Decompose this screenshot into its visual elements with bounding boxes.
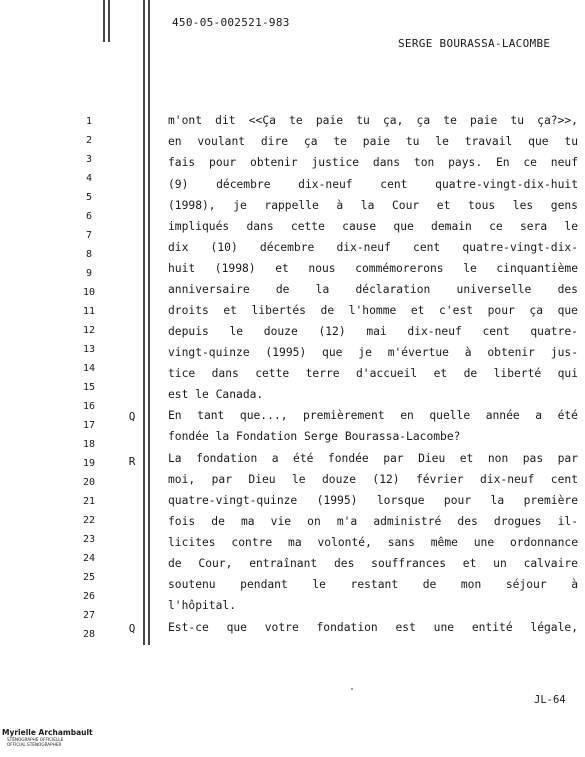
left-margin-line-2 (148, 0, 150, 645)
line-number: 11 (82, 306, 96, 317)
answer-line: soutenu pendant le restant de mon séjour à (168, 578, 578, 591)
transcript-line: est le Canada. (168, 388, 264, 401)
line-number: 16 (82, 401, 96, 412)
line-number: 5 (85, 192, 93, 203)
line-number: 25 (82, 572, 96, 583)
witness-name: SERGE BOURASSA-LACOMBE (398, 37, 551, 50)
answer-line: licites contre ma volonté, sans même une ordonnance (168, 536, 578, 549)
line-number: 21 (82, 496, 96, 507)
question-line: En tant que..., premièrement en quelle année a été (168, 409, 578, 422)
stenographer-stamp (2, 728, 92, 747)
line-number: 23 (82, 534, 96, 545)
stenographer-title-fr: STÉNOGRAPHE OFFICIELLE (7, 737, 64, 742)
line-number: 8 (85, 249, 93, 260)
line-number: 12 (82, 325, 96, 336)
line-number: 4 (85, 173, 93, 184)
line-number: 10 (82, 287, 96, 298)
line-number: 13 (82, 344, 96, 355)
line-number: 18 (82, 439, 96, 450)
left-margin-line-1 (143, 0, 145, 645)
case-number: 450-05-002521-983 (172, 16, 290, 29)
transcript-line: depuis le douze (12) mai dix-neuf cent quatre- (168, 325, 578, 338)
transcript-line: (1998), je rappelle à la Cour et tous les gens (168, 199, 578, 212)
transcript-line: impliqués dans cette cause que demain ce sera le (168, 220, 578, 233)
line-number: 1 (85, 116, 93, 127)
transcript-line: fais pour obtenir justice dans ton pays. En ce neuf (168, 156, 578, 169)
transcript-line: vingt-quinze (1995) que je m'évertue à obtenir jus- (168, 346, 578, 359)
line-number: 24 (82, 553, 96, 564)
answer-line: l'hôpital. (168, 599, 237, 612)
question-line: Est-ce que votre fondation est une entité légale, (168, 621, 578, 634)
transcript-line: anniversaire de la déclaration universelle des (168, 283, 578, 296)
line-number: 9 (85, 268, 93, 279)
line-number: 22 (82, 515, 96, 526)
line-number: 27 (82, 610, 96, 621)
scan-speck (351, 688, 353, 690)
question-marker: Q (128, 410, 136, 423)
answer-marker: R (128, 455, 136, 468)
transcript-line: dix (10) décembre dix-neuf cent quatre-vingt-dix- (168, 241, 578, 254)
line-number: 26 (82, 591, 96, 602)
line-number: 19 (82, 458, 96, 469)
answer-line: de Cour, entraînant des souffrances et un calvaire (168, 557, 578, 570)
transcript-line: (9) décembre dix-neuf cent quatre-vingt-dix-huit (168, 178, 578, 191)
question-line: fondée la Fondation Serge Bourassa-Lacombe? (168, 430, 461, 443)
transcript-line: tice dans cette terre d'accueil et de liberté qui (168, 367, 578, 380)
line-number: 20 (82, 477, 96, 488)
line-number: 7 (85, 230, 93, 241)
transcript-line: huit (1998) et nous commémorerons le cinquantième (168, 262, 578, 275)
page-reference: JL-64 (534, 694, 566, 706)
line-number: 3 (85, 154, 93, 165)
line-number: 28 (82, 629, 96, 640)
answer-line: La fondation a été fondée par Dieu et non pas par (168, 452, 578, 465)
answer-line: quatre-vingt-quinze (1995) lorsque pour la première (168, 494, 578, 507)
line-number: 14 (82, 363, 96, 374)
question-marker: Q (128, 622, 136, 635)
stenographer-title-en: OFFICIAL STENOGRAPHER (7, 742, 62, 747)
line-number: 2 (85, 135, 93, 146)
answer-line: fois de ma vie on m'a administré des drogues il- (168, 515, 578, 528)
top-margin-line-right (108, 0, 110, 42)
top-margin-line-left (103, 0, 105, 42)
transcript-line: droits et libertés de l'homme et c'est pour ça que (168, 304, 578, 317)
transcript-line: m'ont dit <<Ça te paie tu ça, ça te paie tu ça?>>, (168, 114, 578, 127)
line-number: 6 (85, 211, 93, 222)
line-number: 17 (82, 420, 96, 431)
transcript-line: en voulant dire ça te paie tu le travail que tu (168, 135, 578, 148)
stenographer-name: Myrielle Archambault (2, 728, 93, 737)
line-number: 15 (82, 382, 96, 393)
answer-line: moi, par Dieu le douze (12) février dix-neuf cent (168, 473, 578, 486)
